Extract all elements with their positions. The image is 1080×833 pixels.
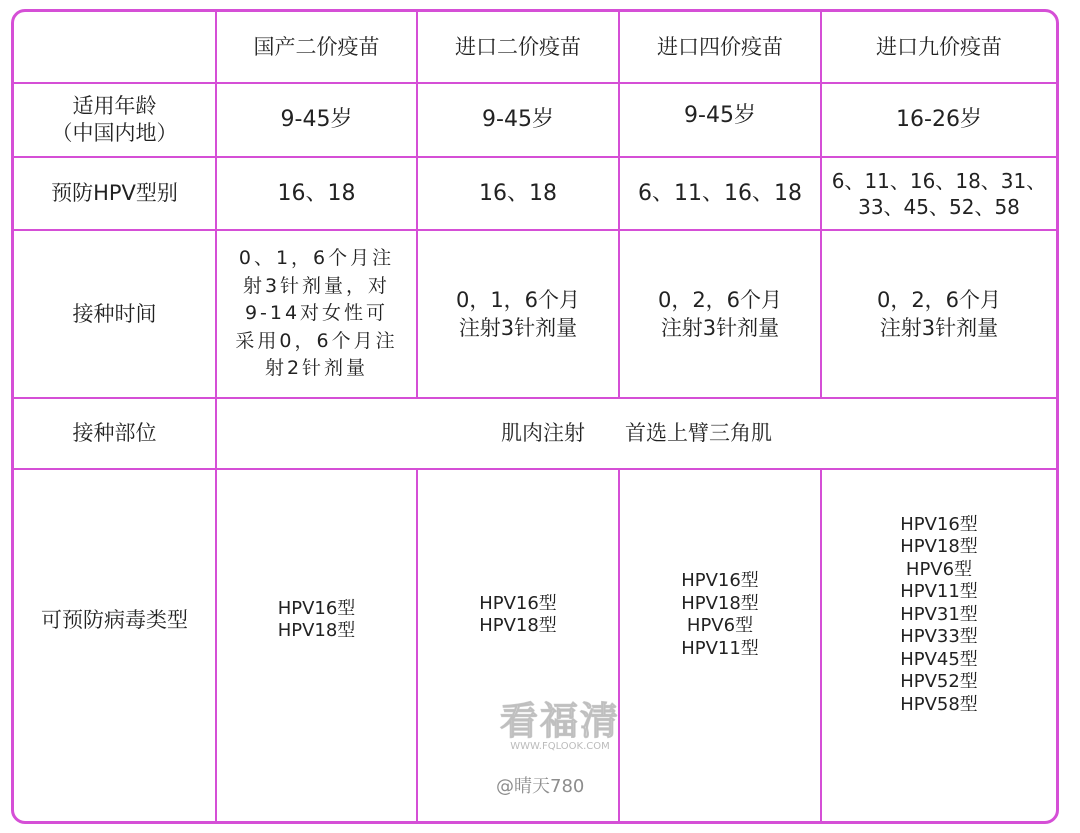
- hpv-types-imported-quadrivalent: 6、11、16、18: [638, 180, 802, 206]
- site-value: 肌肉注射 首选上臂三角肌: [500, 421, 773, 446]
- hpv-types-domestic-bivalent: 16、18: [277, 180, 356, 206]
- list-item: HPV31型: [900, 603, 978, 625]
- header-imported-nonavalent: 进口九价疫苗: [876, 34, 1002, 59]
- list-item: HPV45型: [900, 648, 978, 670]
- virus-types-imported-nonavalent: [822, 470, 1056, 760]
- header-domestic-bivalent: 国产二价疫苗: [253, 34, 380, 59]
- watermark-logo: [480, 690, 640, 752]
- watermark-credit: @晴天780: [496, 776, 585, 797]
- schedule-imported-bivalent: 0，1，6个月 注射3针剂量: [455, 287, 581, 340]
- list-item: HPV6型: [686, 615, 754, 636]
- age-imported-nonavalent: 16-26岁: [896, 107, 982, 133]
- list-item: HPV18型: [900, 536, 978, 558]
- list-item: HPV16型: [277, 597, 356, 619]
- age-imported-quadrivalent: 9-45岁: [684, 103, 756, 129]
- list-item: HPV18型: [681, 592, 759, 614]
- list-item: HPV18型: [479, 615, 557, 636]
- row-label-site: 接种部位: [72, 421, 157, 446]
- header-imported-quadrivalent: 进口四价疫苗: [657, 34, 783, 59]
- age-imported-bivalent: 9-45岁: [482, 107, 554, 133]
- virus-types-imported-quadrivalent: [620, 470, 820, 760]
- header-imported-bivalent: 进口二价疫苗: [455, 34, 581, 59]
- list-item: HPV33型: [900, 626, 978, 648]
- row-label-virus-types: 可预防病毒类型: [41, 607, 188, 632]
- schedule-imported-nonavalent: 0，2，6个月 注射3针剂量: [876, 287, 1002, 340]
- row-label-age: 适用年龄 （中国内地）: [51, 93, 178, 145]
- watermark-logo-text: 看福清: [499, 698, 620, 743]
- list-item: HPV52型: [900, 671, 978, 693]
- list-item: HPV6型: [905, 558, 973, 580]
- header-blank: [14, 12, 215, 82]
- hpv-types-imported-bivalent: 16、18: [479, 180, 557, 206]
- list-item: HPV58型: [900, 693, 978, 715]
- list-item: HPV18型: [277, 620, 356, 641]
- hpv-types-imported-nonavalent: 6、11、16、18、31、 33、45、52、58: [831, 168, 1047, 219]
- virus-types-domestic-bivalent: [217, 470, 416, 770]
- list-item: HPV16型: [479, 592, 557, 614]
- watermark-url: WWW.FQLOOK.COM: [510, 741, 610, 752]
- row-label-schedule: 接种时间: [72, 301, 157, 326]
- list-item: HPV11型: [900, 581, 978, 603]
- schedule-domestic-bivalent: 0、1，6个月注 射3针剂量，对 9-14对女性可 采用0，6个月注 射2针剂量: [235, 247, 398, 380]
- list-item: HPV16型: [681, 570, 759, 591]
- list-item: HPV16型: [900, 513, 978, 535]
- list-item: HPV11型: [681, 637, 759, 659]
- schedule-imported-quadrivalent: 0，2，6个月 注射3针剂量: [657, 287, 783, 340]
- row-label-hpv-types: 预防HPV型别: [51, 181, 178, 206]
- age-domestic-bivalent: 9-45岁: [280, 107, 353, 133]
